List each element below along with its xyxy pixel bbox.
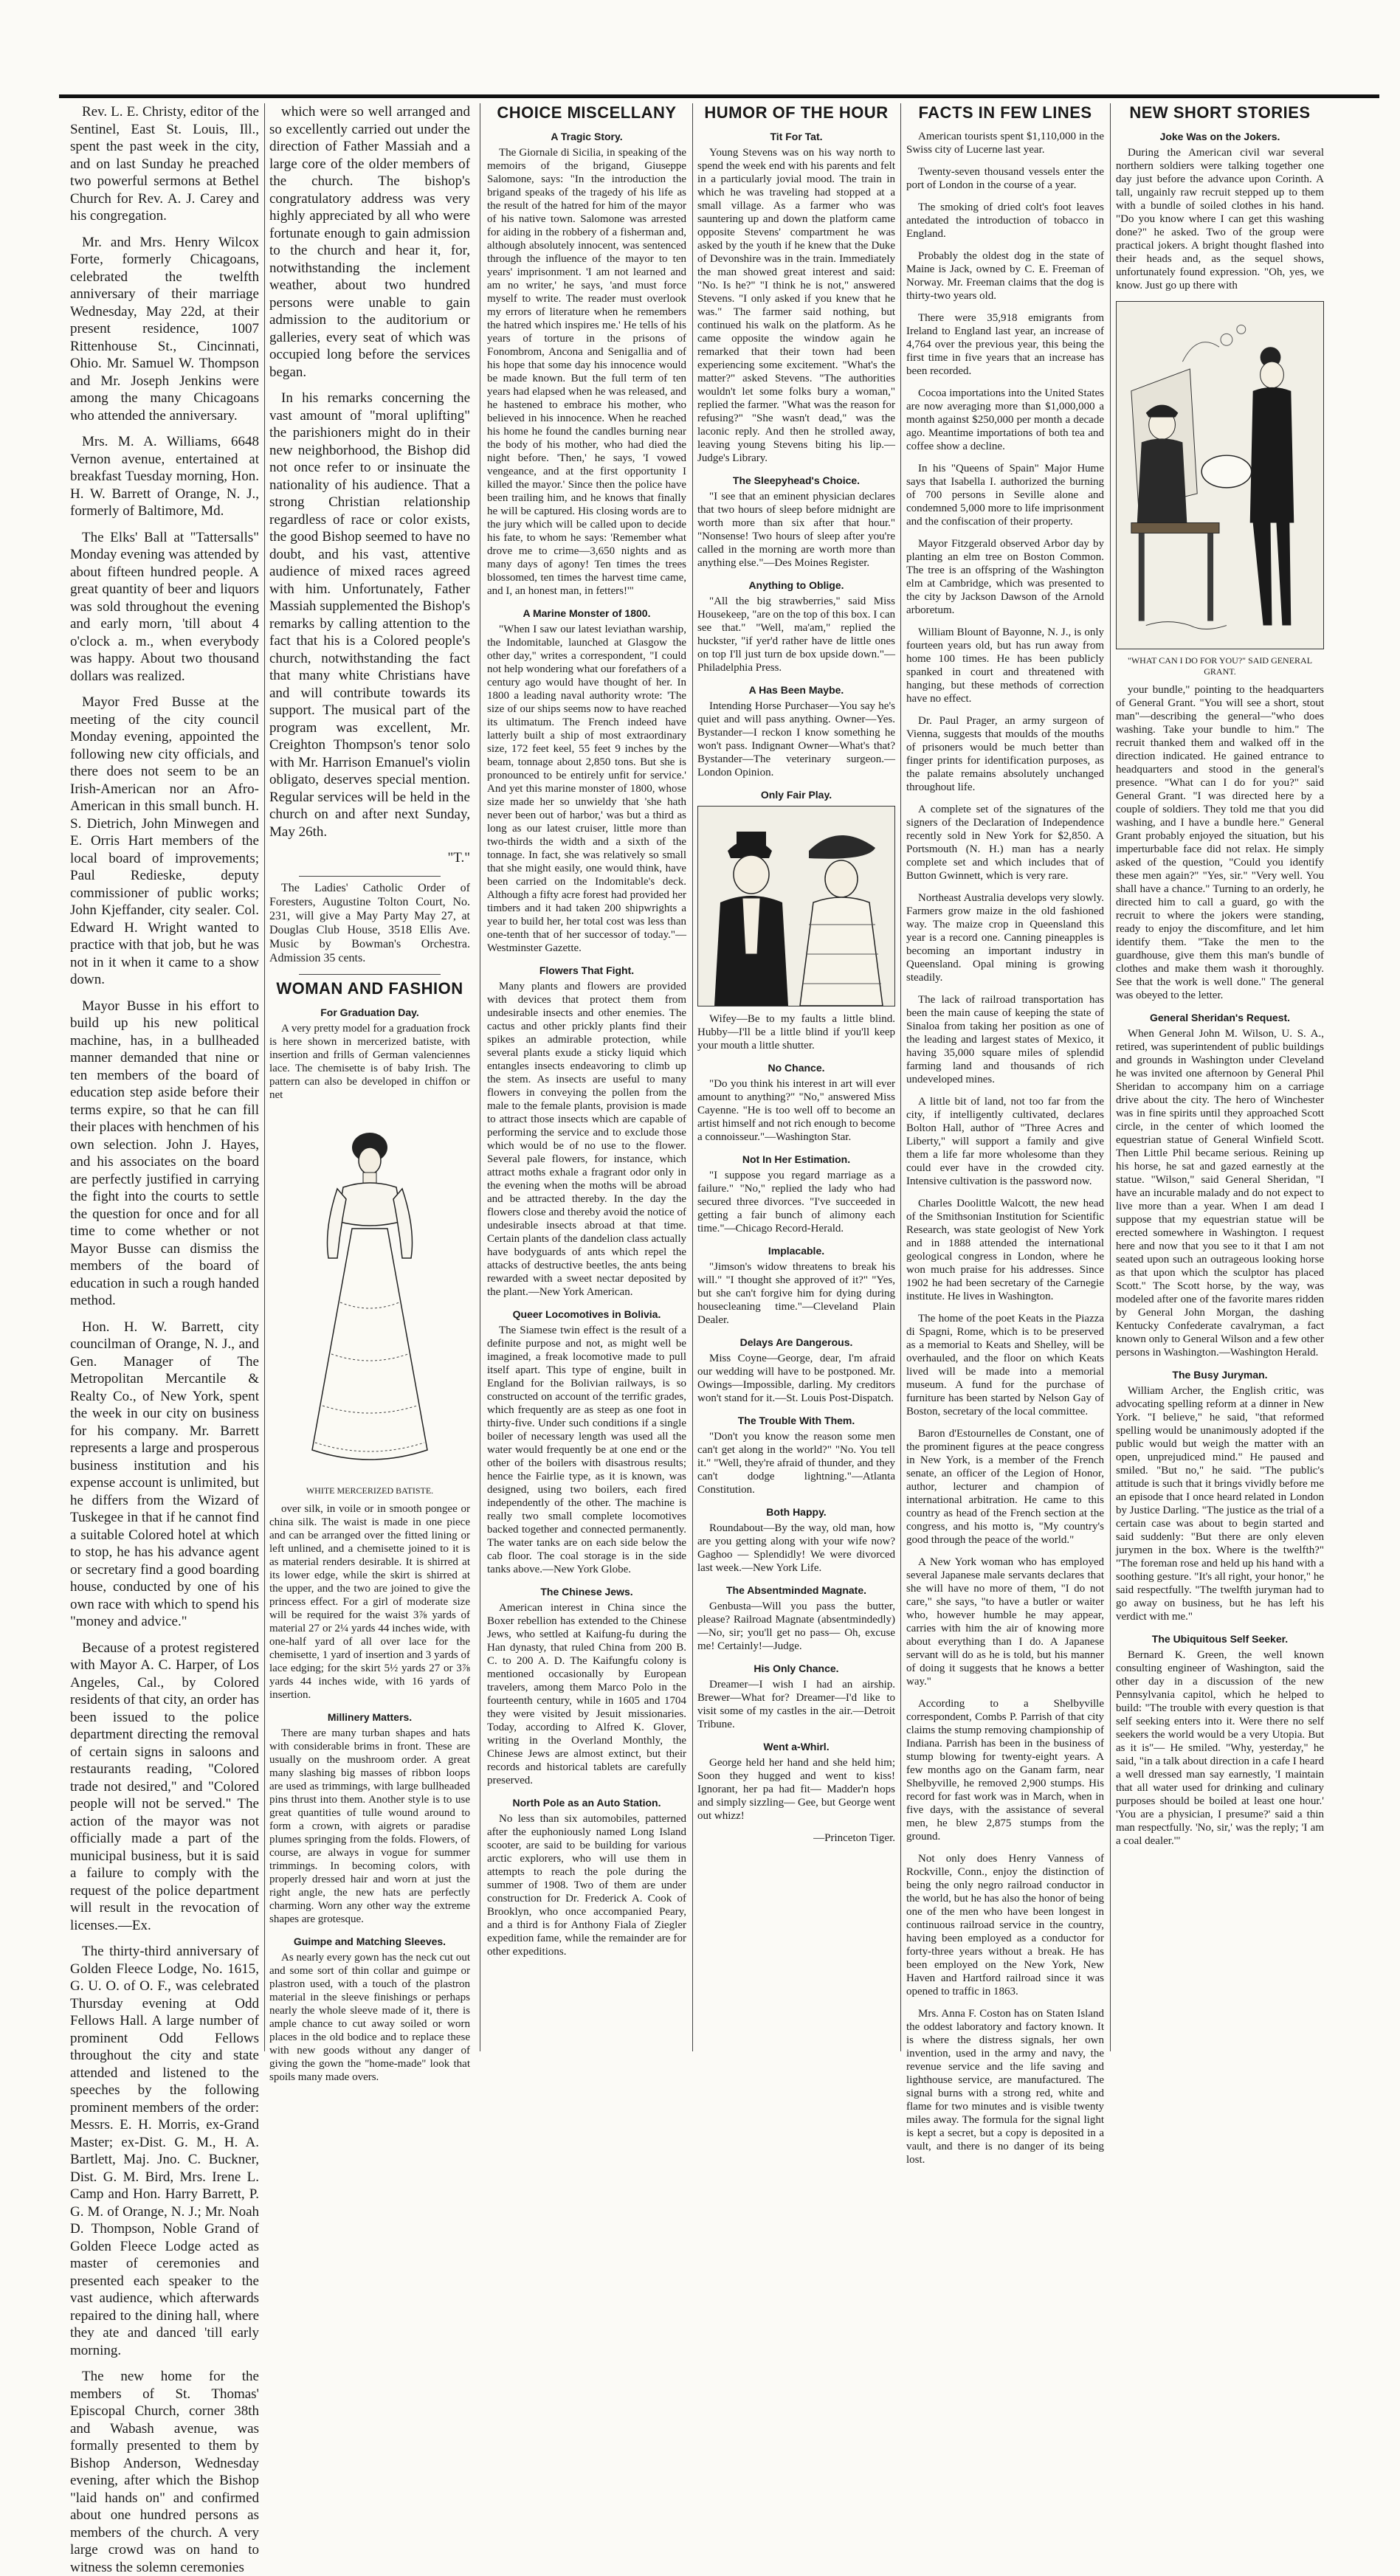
couple-cartoon-figure (698, 807, 894, 1006)
article-paragraph: "Do you think his interest in art will ever amount to anything?" "No," answered Miss Cayenne. "He is too well off to become an artist himself and not rich enough to become a connoisseur."—Washington Star. (697, 1078, 895, 1143)
article-heading: The Trouble With Them. (737, 1415, 855, 1426)
article-heading: North Pole as an Auto Station. (512, 1797, 661, 1809)
fact-item: In his "Queens of Spain" Major Hume says that Isabella I. authorized the burning of 700 persons in Seville alone and condemned 5,000 more to life imprisonment and the confiscation of their property. (906, 463, 1104, 528)
article-paragraph: Dreamer—I wish I had an airship. Brewer—What for? Dreamer—I'd like to visit some of my castles in the air.—Detroit Tribune. (697, 1679, 895, 1730)
couple-cartoon-illustration (697, 806, 895, 1006)
article-paragraph: over silk, in voile or in smooth pongee or china silk. The waist is made in one piece and can be arranged over the fitted lining or left unlined, and a chemisette joined to it is as material renders desirable. It is shirred at its lower edge, while the skirt is shirred at the upper, and the two are joined to give the princess effect. For a girl of moderate size will be required for the waist 3⅞ yards of material 27 or 2¼ yards 44 inches wide, with one-half yard of all over lace for the chemisette, 1 yard of insertion and 3 yards of lace edging; for the skirt 5½ yards 27 or 3⅞ yards 44 inches wide, with 16 yards of insertion. (269, 1502, 470, 1701)
article-heading: Not In Her Estimation. (742, 1153, 851, 1165)
article-heading: Delays Are Dangerous. (739, 1336, 853, 1348)
article-heading: A Tragic Story. (551, 131, 623, 142)
article-heading: Flowers That Fight. (539, 964, 635, 976)
fact-item: According to a Shelbyville correspondent, Combs P. Parrish of that city claims the stump removing championship of Indiana. Parrish has been in the business of stump blowing for twenty-eight years. A few months ago on the Ganam farm, near Shelbyville, he removed 2,900 stumps. His record for fast work was in March, when in five days, with the assistance of several men, he blew 2,875 stumps from the ground. (906, 1698, 1104, 1843)
article-paragraph: The thirty-third anniversary of Golden Fleece Lodge, No. 1615, G. U. O. of O. F., was celebrated Thursday evening at Odd Fellows Hall. A large number of prominent Odd Fellows throughout the city and state attended and listened to the speeches by the following prominent members of the order: Messrs. E. H. Morris, ex-Grand Master; ex-Dist. G. M., H. A. Bartlett, Maj. Jno. C. Buckner, Dist. G. M. Bird, Mrs. Irene L. Camp and Hon. Harry Barrett, P. G. M. of Orange, N. J.; Mr. Noah D. Thompson, Noble Grand of Golden Fleece Lodge acted as master of ceremonies and presented each speaker to the vast audience, which afterwards repaired to the dining hall, where they ate and danced 'till early morning. (70, 1944, 259, 2358)
article-heading: His Only Chance. (754, 1662, 839, 1674)
article-paragraph: "Jimson's widow threatens to break his will." "I thought she approved of it?" "Yes, but she can't forgive him for dying during housecleaning time."—Cleveland Plain Dealer. (697, 1261, 895, 1326)
article-paragraph: "When I saw our latest leviathan warship, the Indomitable, launched at Glasgow the other day," writes a correspondent, "I could not help wondering what our forefathers of a century ago would have thought of her. In 1800 a leading naval authority wrote: 'The size of our ships seems now to have reached its ultimatum. The French indeed have latterly built a ship of most extraordinary size, 172 feet keel, 55 feet 9 inches by the beam, tonnage about 2,850 tons. But she is pronounced to be entirely unfit for service.' And yet this marine monster of 1800, whose size made her so unwieldy that 'she hath never been out of harbor,' was but a third as long as our latest cruiser, little more than two-thirds the width and a sixth of the tonnage. In fact, she was relatively so small that she might easily, one would think, have been carried on the Indomitable's deck. Although a fifty acre forest had provided her timbers and it had taken 200 shipwrights a year to build her, her total cost was less than one-tenth that of her successor of today."—Westminster Gazette. (487, 624, 686, 954)
article-heading: Went a-Whirl. (763, 1741, 830, 1753)
column-separator (1110, 103, 1111, 2051)
article-paragraph: In his remarks concerning the vast amount of "moral uplifting" the parishioners might do in their new neighborhood, the Bishop did not once refer to or insinuate the nationality of his audience. That a strong Christian relationship regardless of race or color exists, the good Bishop seemed to have no doubt, and his vast, attentive audience of mixed races agreed with him. Unfortunately, Father Massiah supplemented the Bishop's remarks by calling attention to the fact that his is a Colored people's church, notwithstanding the fact that many white Christians have and will contribute towards its support. The musical part of the program was excellent, Mr. Creighton Thompson's tenor solo with Mr. Harrison Emanuel's violin obligato, deserves special mention. Regular services will be held in the church on and after next Sunday, May 26th. (269, 390, 470, 840)
fact-item: Not only does Henry Vanness of Rockville, Conn., enjoy the distinction of being the only negro railroad conductor in the world, but he has also the honor of being one of the men who have been longest in continuous railroad service in the country, having been employed as a conductor for forty-three years without a break. He has been employed on the New York, New Haven and Hartford railroad since it was opened to traffic in 1863. (906, 1853, 1104, 1997)
article-paragraph: Roundabout—By the way, old man, how are you getting along with your wife now? Gaghoo — Splendidly! We were divorced last week.—New York Life. (697, 1522, 895, 1574)
illustration-caption: Wifey—Be to my faults a little blind. Hubby—I'll be a little blind if you'll keep your mouth a little shutter. (697, 1013, 895, 1052)
article-heading: General Sheridan's Request. (1149, 1012, 1291, 1023)
article-paragraph: There are many turban shapes and hats with considerable brims in front. These are usually on the mushroom order. A great many slashing big masses of ribbon loops are used as trimmings, with large bullheaded pins thrust into them. Another style is to use great quantities of tulle wound around to form a crown, with aigrets or paradise plumes springing from the folds. Flowers, of course, are always in vogue for summer trimmings. In becoming colors, with properly dressed hair and worn at just the right angle, the new hats are perfectly charming. Worn any other way the extreme shapes are grotesque. (269, 1727, 470, 1925)
fact-item: Baron d'Estournelles de Constant, one of the prominent figures at the peace congress in New York, is a member of the French senate, an officer of the Legion of Honor, author, lecturer and champion of international arbitration. He came to this country as head of the French section at the congress, and his motto is, "My country's good through the peace of the world." (906, 1428, 1104, 1546)
fact-item: Dr. Paul Prager, an army surgeon of Vienna, suggests that moulds of the mouths of prisoners would be much better than finger prints for identification purposes, as the palate remains absolutely unchanged throughout life. (906, 715, 1104, 793)
poem-source: —Princeton Tiger. (813, 1832, 895, 1844)
article-paragraph: When General John M. Wilson, U. S. A., retired, was superintendent of public buildings and grounds in Washington under Cleveland he was invited one afternoon by General Phil Sheridan to accompany him on a carriage drive about the city. The hero of Winchester was in fine spirits until they approached Scott circle, in the center of which loomed the equestrian statue of General Winfield Scott. Then Little Phil became serious. Reining up his horse, he sat and gazed earnestly at the statue. "Wilson," said General Sheridan, "I have an incurable malady and do not expect to live more than a year. When I am dead I suppose that my equestrian statue will be erected somewhere in Washington. I request here and now that you see to it that I am not seated upon such an outrageous looking horse as that upon which the sculptor has placed Scott." The Scott horse, by the way, was modeled after one of the favorite mares ridden by General John Morgan, the dashing Kentucky Confederate cavalryman, a fact known only to General Wilson and a few other persons in Washington.—Washington Herald. (1116, 1028, 1324, 1358)
column-woman-and-fashion (269, 103, 470, 2083)
article-paragraph: Because of a protest registered with Mayor A. C. Harper, of Los Angeles, Cal., by Colored residents of that city, an order has been issued to the police department directing the removal of certain signs in saloons and restaurants reading, "Colored trade not desired," and "Colored people will not be served." The action of the mayor was not officially made a part of the municipal business, but it is said a failure to comply with the request of the police department will result in the revocation of licenses.—Ex. (70, 1640, 259, 1933)
fact-item: Charles Doolittle Walcott, the new head of the Smithsonian Institution for Scientific Research, was state geologist of New York and in 1888 attended the international geological congress in London, where he won much praise for his addresses. Since 1902 he had been secretary of the Carnegie institute. He lives in Washington. (906, 1198, 1104, 1302)
article-paragraph: "All the big strawberries," said Miss Housekeep, "are on the top of this box. I can see that." "Well, ma'am," replied the huckster, "if yer'd rather have de little ones on top I'll just turn de box upside down."—Philadelphia Press. (697, 595, 895, 674)
fact-item: William Blount of Bayonne, N. J., is only fourteen years old, but has run away from home 100 times. He has been publicly spanked in court and threatened with hanging, but these methods of correction have no effect. (906, 626, 1104, 705)
article-paragraph: Genbusta—Will you pass the butter, please? Railroad Magnate (absentmindedly)—No, sir; you'll get no pass— Oh, excuse me! Certainly!—Judge. (697, 1600, 895, 1652)
fact-item: American tourists spent $1,110,000 in the Swiss city of Lucerne last year. (906, 131, 1104, 156)
article-heading: Only Fair Play. (760, 789, 832, 801)
article-heading: A Has Been Maybe. (748, 684, 844, 696)
article-paragraph: Mr. and Mrs. Henry Wilcox Forte, formerly Chicagoans, celebrated the twelfth anniversary of their marriage Wednesday, May 22d, at their present residence, 1007 Rittenhouse St., Cincinnati, Ohio. Mr. Samuel W. Thompson and Mr. Joseph Jenkins were among the many Chicagoans who attended the anniversary. (70, 234, 259, 424)
article-paragraph: Intending Horse Purchaser—You say he's quiet and will pass anything. Owner—Yes. Bystander—I reckon I know something he won't pass. Indignant Owner—What's that? Bystander—The veterinary surgeon.—London Opinion. (697, 700, 895, 778)
section-title-facts: FACTS IN FEW LINES (918, 103, 1092, 122)
foresters-notice: The Ladies' Catholic Order of Foresters, Augustine Tolton Court, No. 231, will give a May Party May 27, at Douglas Club House, 3518 Ellis Ave. Music by Bowman's Orchestra. Admission 35 cents. (269, 881, 470, 964)
section-title-woman-fashion: WOMAN AND FASHION (276, 978, 463, 998)
fact-item: A complete set of the signatures of the signers of the Declaration of Independence recently sold in New York for $2,850. A Portsmouth (N. H.) man has a nearly complete set and which includes that of Button Gwinnett, which is very rare. (906, 804, 1104, 882)
fact-item: Mrs. Anna F. Coston has on Staten Island the oddest laboratory and factory known. It is where the distress signals, her own invention, used in the army and navy, the revenue service and the life saving and lighthouse service, are manufactured. The signal burns with a strong red, white and flame for two minutes and is visible twenty miles away. The formula for the signal light is kept a secret, but a copy is deposited in a vault, and there is no danger of its being lost. (906, 2008, 1104, 2166)
grant-and-recruit-figure (1117, 302, 1323, 649)
column-local-news (70, 103, 259, 2575)
poem: George held her hand and she held him; Soon they hugged and went to kiss! Ignorant, her pa had fit— Madder'n hops and simply sizzling— Gee, but George went out whizz! (697, 1757, 895, 1822)
article-paragraph: William Archer, the English critic, was advocating spelling reform at a dinner in New York. "I believe," he said, "that reformed spelling would be unanimously adopted if the public would but weigh the matter with an open, unprejudiced mind." He paused and smiled. "But no," he said. "The public's attitude is such that it brings vividly before me an episode that I once heard related in London by Justice Darling. "The justice as the trial of a certain case was about to begin started and said suddenly: "But there are only eleven jurymen in the box. Where is the twelfth?" "The foreman rose and held up his hand with a soothing gesture. "It's all right, your honor," he said respectfully. "The twelfth juryman had to go away on business, but he has left his verdict with me." (1116, 1385, 1324, 1623)
fact-item: The smoking of dried colt's foot leaves antedated the introduction of tobacco in England. (906, 201, 1104, 240)
column-humor-of-the-hour (697, 103, 895, 2051)
article-paragraph: your bundle," pointing to the headquarters of General Grant. "You will see a short, stout man"—describing the general—"who does washing. Take your bundle to him." The recruit thanked them and walked off in the direction indicated. He gained entrance to headquarters and stood in the general's presence. "What can I do for you?" said General Grant. "I was directed here by a couple of soldiers. They told me that you did washing, and I have a bundle here." General Grant probably enjoyed the situation, but his imperturbable face did not relax. He simply asked of the question, "Could you identify these men again?" "Yes, sir." "Very well. You shall have a chance." Turning to an orderly, he directed him to call a guard, go with the recruit to where the jokers were standing, ready to enjoy the discomfiture, and let him identify them. "Take the men to the guardhouse, give them this man's bundle of clothes and make them wash it thoroughly. See that the work is well done." The general was obeyed to the letter. (1116, 684, 1324, 1001)
fact-item: Twenty-seven thousand vessels enter the port of London in the course of a year. (906, 166, 1104, 191)
article-paragraph: Hon. H. W. Barrett, city councilman of Orange, N. J., and Gen. Manager of The Metropolitan Mercantile & Realty Co., of New York, spent the week in our city on business for his company. Mr. Barrett represents a large and prosperous business institution and his expense account is unlimited, but he differs from the Wizard of Tuskegee in that if he cannot find a suitable Colored hotel at which to stop, he has his advance agent or secretary find a good boarding house, conducted by one of his own race with which to spend his "money and advice." (70, 1319, 259, 1629)
signature: "T." (447, 850, 470, 866)
article-paragraph: "I see that an eminent physician declares that two hours of sleep before midnight are worth more than six after that hour." "Nonsense! Two hours of sleep after you're called in the morning are worth more than anything else."—Des Moines Register. (697, 491, 895, 569)
article-paragraph: During the American civil war several northern soldiers were talking together one day just before the advance upon Corinth. A tall, ungainly raw recruit stepped up to them with a bundle of soiled clothes in his hand. "Do you know where I can get this washing done?" he asked. Two of the group were practical jokers. A bright thought flashed into their heads and, as the sequel shows, unfortunately found expression. "Oh, yes, we know. Just go up there with (1116, 147, 1324, 291)
article-heading: Implacable. (768, 1245, 825, 1257)
article-heading: The Absentminded Magnate. (725, 1584, 867, 1596)
section-title-short-stories: NEW SHORT STORIES (1129, 103, 1311, 122)
column-choice-miscellany (487, 103, 686, 2051)
article-paragraph: American interest in China since the Boxer rebellion has extended to the Chinese Jews, who settled at Kaifung-fu during the Han dynasty, that ruled China from 200 B. C. to 200 A. D. The Kaifungfu colony is mentioned occasionally by European travelers, among them Marco Polo in the fourteenth century, while in 1605 and 1704 they were visited by Jesuit missionaries. Today, according to Alfred K. Glover, writing in the Overland Monthly, the Chinese Jews are almost extinct, but their records and historical tablets are carefully preserved. (487, 1602, 686, 1786)
article-heading: Millinery Matters. (327, 1710, 413, 1723)
section-title-humor: HUMOR OF THE HOUR (704, 103, 889, 122)
column-separator (264, 103, 265, 2051)
fact-item: A New York woman who has employed several Japanese male servants declares that she will have no more of them, "I do not care," she says, "to have a butler or waiter who, however humble he may appear, carries with him the air of knowing more about everything than I do. A Japanese servant will do as he is told, but his manner of doing it suggests that he knows a better way." (906, 1556, 1104, 1688)
top-rule (59, 94, 1379, 98)
article-paragraph: As nearly every gown has the neck cut out and some sort of thin collar and guimpe or plastron used, with a touch of the plastron material in the sleeve finishings or perhaps nearly the whole sleeve made of it, there is ample chance to cut away soiled or worn places in the old bodice and to replace these with new goods without any danger of giving the gown the "home-made" look that spoils many made overs. (269, 1951, 470, 2083)
article-heading: The Busy Juryman. (1172, 1369, 1268, 1381)
article-paragraph: Many plants and flowers are provided with devices that protect them from undesirable insects and other enemies. The cactus and other prickly plants find their spikes an admirable protection, while several plants exude a sticky liquid which entangles insects endeavoring to climb up the stem. As insects are useful to many flowers in conveying the pollen from the male to the female plants, provision is made to attract those insects which are capable of performing the service and to exclude those which would be of no use to the flower. Several pale flowers, for instance, which attract moths exhale a fragrant odor only in the evening when the moths will be abroad and be attracted thereby. In the day the flowers close and thereby avoid the notice of undesirable insects abroad at that time. Certain plants of the dandelion class actually have bodyguards of ants which repel the attacks of destructive beetles, the ants being rewarded with a sweet nectar deposited by the plant.—New York American. (487, 981, 686, 1298)
article-paragraph: Young Stevens was on his way north to spend the week end with his parents and felt in a particularly jovial mood. The train in which he was traveling had stopped at a small village. As a farmer who was sauntering up and down the platform came opposite Stevens' compartment he was asked by the youth if he knew that the Duke of Devonshire was in the train. Immediately the man showed great interest and said: "No. Is he?" "I think he is not," answered Stevens. "I only asked if you knew that he was." The farmer said nothing, but continued his walk on the platform. As he came opposite the window again he remarked that their town had been experiencing some excitement. "What's the matter?" asked Stevens. "The authorities wouldn't let some folks bury a woman," replied the farmer. "What was the reason for refusing?" "She wasn't dead," was the laconic reply. And then he strolled away, leaving young Stevens biting his lip.—Judge's Library. (697, 147, 895, 464)
article-heading: For Graduation Day. (320, 1006, 419, 1018)
divider (299, 974, 441, 975)
column-separator (900, 103, 901, 2051)
article-paragraph: The Siamese twin effect is the result of a definite purpose and not, as might well be imagined, a freak locomotive made to pull itself apart. This type of engine, built in England for the Bolivian railways, is so constructed on account of the terrific grades, which frequently are as steep as one foot in thirty-five. Under such conditions if a single boiler of necessary length was used all the water would frequently be at one end or the other of the boilers with disastrous results; hence the Fairlie type, as it is known, was designed, using two boilers, each fired independently of the other. The machine is really two small complete locomotives backed together and connected permanently. The water tanks are on each side below the cab floor. The coal storage is in the side tanks above.—New York Globe. (487, 1325, 686, 1575)
article-heading: Anything to Oblige. (748, 579, 844, 591)
article-heading: Queer Locomotives in Bolivia. (512, 1308, 661, 1320)
article-heading: Joke Was on the Jokers. (1159, 131, 1280, 142)
illustration-caption: "WHAT CAN I DO FOR YOU?" SAID GENERAL GRANT. (1127, 655, 1313, 677)
article-paragraph: Bernard K. Green, the well known consulting engineer of Washington, said the other day in a discussion of the new Pennsylvania capitol, which he helped to build: "The trouble with every question is that self seeking enters into it. Were there no self seekers the world would be a very Utopia. But as it is"— He smiled. "Why, yesterday," he said, "in a talk about direction in a cafe I heard a well dressed man say earnestly, 'I maintain that all water used for drinking and culinary purposes should be boiled at least one hour.' 'You are a physician, I presume?' said a thin man respectfully. 'No, sir,' was the reply; 'I am a coal dealer.'" (1116, 1649, 1324, 1847)
article-paragraph: The new home for the members of St. Thomas' Episcopal Church, corner 38th and Wabash avenue, was formally presented to them by Bishop Anderson, Wednesday evening, after which the Bishop "laid hands on" and confirmed about one hundred persons as members of the church. A very large crowd was on hand to witness the solemn ceremonies (70, 2369, 259, 2575)
illustration-caption: WHITE MERCERIZED BATISTE. (306, 1485, 434, 1496)
article-paragraph: Rev. L. E. Christy, editor of the Sentinel, East St. Louis, Ill., spent the past week in the city, and on last Sunday he preached two powerful sermons at Bethel Church for Rev. A. J. Carey and his congregation. (70, 104, 259, 224)
article-heading: The Sleepyhead's Choice. (732, 474, 861, 486)
article-paragraph: Mayor Busse in his effort to build up his new political machine, has, in a bullheaded manner demanded that nine or ten members of the board of education step aside before their terms expire, so that he can fill their places with henchmen of his own selection. John J. Hayes, and his associates on the board are perfectly justified in carrying the fight into the courts to settle the question for once and for all time to come whether or not Mayor Busse can dismiss the members of the board of education in such a rough handed method. (70, 998, 259, 1308)
article-heading: Guimpe and Matching Sleeves. (293, 1935, 446, 1947)
article-paragraph: The Giornale di Sicilia, in speaking of the memoirs of the brigand, Giuseppe Salomone, says: "In the introduction the brigand speaks of the tragedy of his life as the result of the hatred for him of the mayor of his native town. Salomone was arrested for aiding in the robbery of a fisherman and, although absolutely innocent, was sentenced through the influence of the mayor to ten years' imprisonment. 'I am not learned and am no writer,' he says, 'and must force myself to write. The reader must overlook my errors of literature when he remembers the hatred which inspires me.' He tells of his years of torture in the prisons of Fonombrom, Ancona and Senigallia and of his hope that some day his innocence would be made known. But the full term of ten years had elapsed when he was released, and he hastened to embrace his mother, who believed in his innocence. When he reached his home he found the candles burning near the body of his mother, who had died the night before. 'Then,' he says, 'I vowed vengeance, and at the first opportunity I killed the mayor.' Since then the police have been trailing him, and he knows that finally he will be captured. His closing words are to the jury which will be called upon to decide his fate, to whom he says: 'Remember what drove me to crime—3,650 nights and as many days of agony! Ten times the trees blossomed, ten times the harvest time came, and I, an honest man, in fetters!'" (487, 147, 686, 597)
fact-item: Probably the oldest dog in the state of Maine is Jack, owned by C. E. Freeman of Norway. Mr. Freeman claims that the dog is thirty-two years old. (906, 250, 1104, 302)
woman-in-gown-figure (269, 1111, 470, 1479)
column-new-short-stories (1116, 103, 1324, 2051)
general-grant-illustration (1116, 301, 1324, 649)
article-heading: The Ubiquitous Self Seeker. (1151, 1633, 1289, 1645)
section-title-choice-miscellany: CHOICE MISCELLANY (497, 103, 677, 122)
article-paragraph: Miss Coyne—George, dear, I'm afraid our wedding will have to be postponed. Mr. Owings—Impossible, darling. My creditors won't stand for it.—St. Louis Post-Dispatch. (697, 1353, 895, 1404)
article-heading: A Marine Monster of 1800. (523, 607, 651, 619)
article-paragraph: "I suppose you regard marriage as a failure." "No," replied the lady who had secured three divorces. "I've succeeded in getting a fair bunch of alimony each time."—Chicago Record-Herald. (697, 1170, 895, 1235)
article-paragraph: which were so well arranged and so excellently carried out under the direction of Father Massiah and a large core of the older members of the church. The bishop's congratulatory address was very highly appreciated by all who were fortunate enough to gain admission to the church and hear it, for, notwithstanding the inclement weather, about two hundred persons were unable to gain admission to the auditorium or galleries, every seat of which was occupied long before the services began. (269, 104, 470, 380)
fact-item: The home of the poet Keats in the Piazza di Spagni, Rome, which is to be preserved as a memorial to Keats and Shelley, will be overhauled, and the floor on which Keats lived will be made into a memorial museum. A fund for the purchase of furniture has been started by Nelson Gay of Boston, secretary of the local committee. (906, 1313, 1104, 1418)
fact-item: A little bit of land, not too far from the city, if intelligently cultivated, declares Bolton Hall, author of "Three Acres and Liberty," will support a family and give them a life far more wholesome than they could ever have in the crowded city. Intensive cultivation is the password now. (906, 1096, 1104, 1187)
article-paragraph: A very pretty model for a graduation frock is here shown in mercerized batiste, with insertion and frills of German valenciennes lace. The chemisette is of baby Irish. The pattern can also be developed in chiffon or net (269, 1022, 470, 1101)
divider (299, 876, 441, 877)
fact-item: The lack of railroad transportation has been the main cause of keeping the state of Sinaloa from taking her position as one of the leading and largest states of Mexico, it having 35,000 square miles of splendid farming land and thousands of rich undeveloped mines. (906, 994, 1104, 1085)
article-paragraph: "Don't you know the reason some men can't get along in the world?" "No. You tell it." "Well, they're afraid of thunder, and they can't dodge lightning."—Atlanta Constitution. (697, 1431, 895, 1496)
fact-item: There were 35,918 emigrants from Ireland to England last year, an increase of 4,764 over the previous year, this being the first time in five years that an increase has been recorded. (906, 312, 1104, 377)
article-heading: No Chance. (768, 1062, 825, 1074)
article-paragraph: Mayor Fred Busse at the meeting of the city council Monday evening, appointed the following new city officials, and there does not seem to be an Irish-American nor an Afro-American in this small bunch. H. S. Dietrich, John Minwegen and E. Orris Hart members of the local board of improvements; Paul Redieske, deputy commissioner of public works; John Kjeffander, city sealer. Col. Edward H. Wright wanted to practice with that job, but he was not in it when it came to a show down. (70, 694, 259, 987)
column-separator (692, 103, 693, 2051)
article-heading: Tit For Tat. (770, 131, 823, 142)
dress-illustration (269, 1111, 470, 1479)
article-heading: Both Happy. (766, 1506, 827, 1518)
article-heading: The Chinese Jews. (540, 1586, 633, 1598)
fact-item: Cocoa importations into the United States are now averaging more than $1,000,000 a month against $250,000 per month a decade ago. Meantime importations of both tea and coffee show a decline. (906, 387, 1104, 452)
article-paragraph: No less than six automobiles, patterned after the euphoniously named Long Island scooter, are said to be building for various arctic explorers, who will use them in attempts to reach the pole during the summer of 1908. Two of them are under construction for Dr. Frederick A. Cook of Brooklyn, who once accompanied Peary, and a third is for Anthony Fiala of Ziegler expedition fame, while the remainder are for other expeditions. (487, 1813, 686, 1958)
column-facts-in-few-lines (906, 103, 1104, 2166)
article-paragraph: Mrs. M. A. Williams, 6648 Vernon avenue, entertained at breakfast Tuesday morning, Hon. H. W. Barrett of Orange, N. J., formerly of Baltimore, Md. (70, 434, 259, 519)
article-paragraph: The Elks' Ball at "Tattersalls" Monday evening was attended by about fifteen hundred people. A great quantity of beer and liquors was sold throughout the evening and early morn, 'till about 4 o'clock a. m., when everybody was happy. About two thousand dollars was realized. (70, 529, 259, 684)
fact-item: Northeast Australia develops very slowly. Farmers grow maize in the old fashioned way. The maize crop in Queensland this year is a record one. Canning pineapples is becoming an important industry in Queensland. Opal mining is growing steadily. (906, 892, 1104, 984)
fact-item: Mayor Fitzgerald observed Arbor day by planting an elm tree on Boston Common. The tree is an offspring of the Washington elm at Cambridge, which was presented to the city by Jackson Dawson of the Arnold arboretum. (906, 538, 1104, 616)
